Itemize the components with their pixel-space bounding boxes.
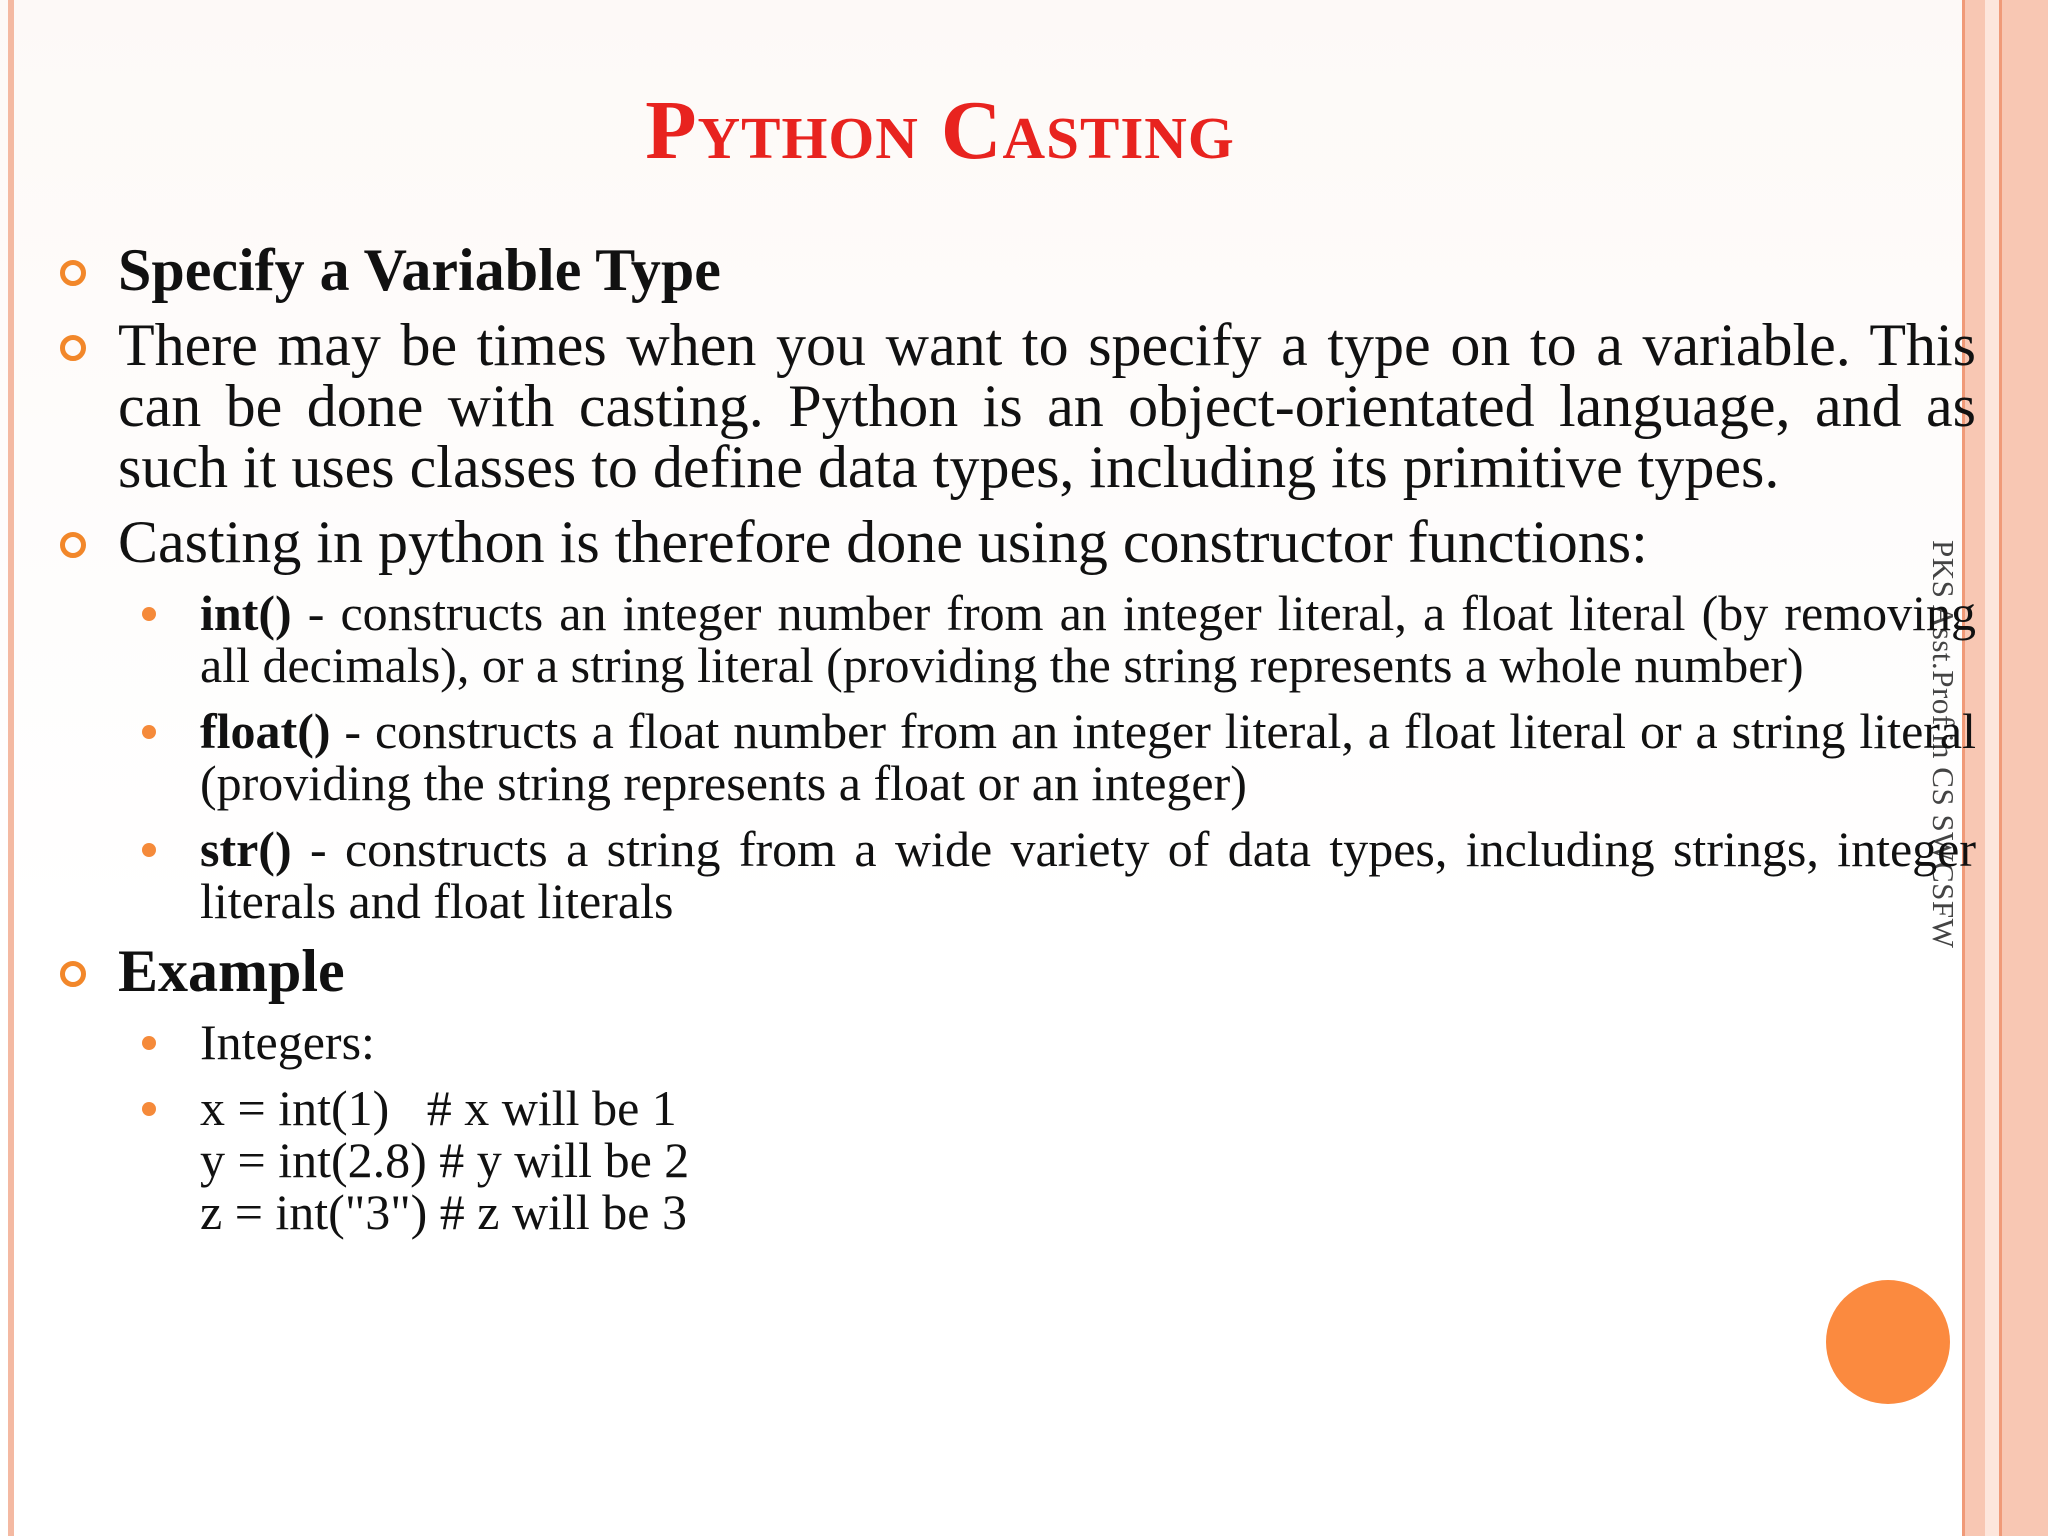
ring-bullet-icon [60,335,86,361]
dot-bullet-icon [142,1036,156,1050]
function-name: float() [200,703,331,759]
ring-bullet-icon [60,260,86,286]
code-line: z = int("3") # z will be 3 [200,1184,687,1240]
sub-bullet-integers-label [58,1016,1976,1068]
bullet-text: Example [118,938,345,1004]
dot-bullet-icon [142,725,156,739]
function-description: - constructs a string from a wide variety of data types, including strings, integer literals and float literals [200,821,1976,929]
code-line: x = int(1) # x will be 1 [200,1080,677,1136]
sub-bullet-code-example [58,1082,1976,1238]
function-name: str() [200,821,292,877]
dot-bullet-icon [142,1102,156,1116]
slide-content [58,237,1976,1252]
bullet-text: Specify a Variable Type [118,237,721,303]
bullet-paragraph-casting [58,312,1976,500]
dot-bullet-icon [142,607,156,621]
bullet-text: Casting in python is therefore done using constructor functions: [118,509,1648,575]
right-border-line [1999,0,2002,1536]
sub-bullet-int [58,587,1976,691]
example-label: Integers: [200,1014,375,1070]
sub-bullet-str [58,823,1976,927]
bullet-paragraph-constructors [58,509,1976,575]
decorative-circle [1826,1280,1950,1404]
ring-bullet-icon [60,961,86,987]
bullet-heading-specify [58,237,1976,303]
function-description: - constructs a float number from an integer literal, a float literal or a string literal (providing the string represents a float or an integer) [200,703,1976,811]
bullet-text: There may be times when you want to specify a type on to a variable. This can be done with casting. Python is an object-orientated language, and as such it uses classes to define data types, including its primitive types. [118,312,1976,500]
side-footer-text: PKS Asst.Prof in CS SWCSFW [1926,540,1961,949]
bullet-heading-example [58,938,1976,1004]
right-border-inner [1985,0,1999,1536]
sub-bullet-float [58,705,1976,809]
function-name: int() [200,585,292,641]
function-description: - constructs an integer number from an integer literal, a float literal (by removing all decimals), or a string literal (providing the string represents a whole number) [200,585,1976,693]
dot-bullet-icon [142,843,156,857]
slide-title: Python Casting [645,84,1235,177]
left-border-rule [8,0,14,1536]
ring-bullet-icon [60,532,86,558]
code-line: y = int(2.8) # y will be 2 [200,1132,690,1188]
